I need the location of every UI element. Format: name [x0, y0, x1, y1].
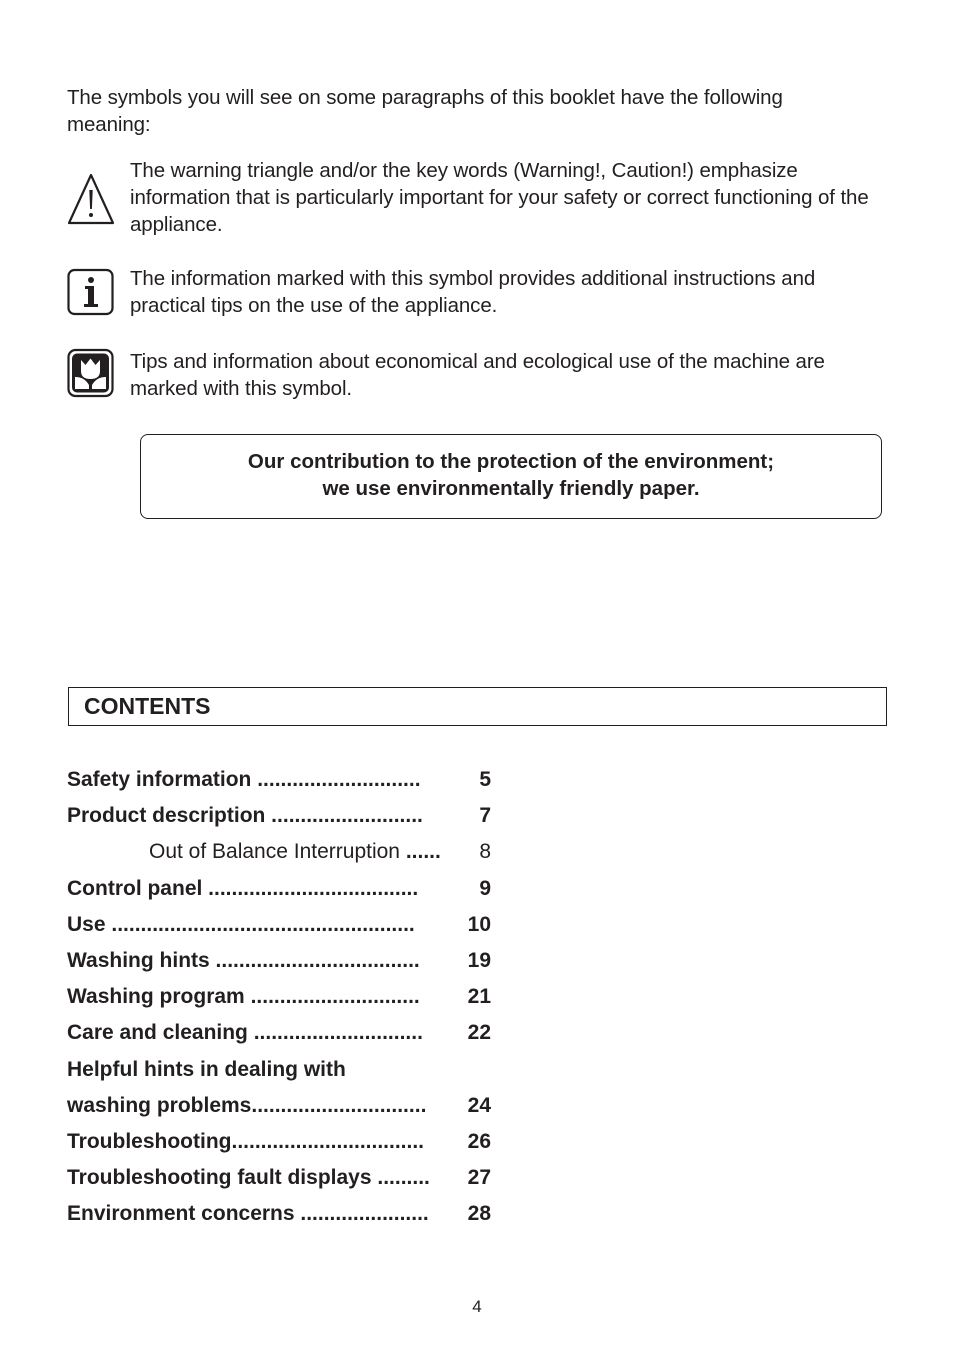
- toc-item-label: washing problems..............................: [67, 1093, 427, 1117]
- page-number: 4: [472, 1297, 482, 1316]
- toc-item-page: 5: [479, 768, 491, 791]
- toc-item-washing-program[interactable]: [67, 979, 497, 1015]
- toc-item-page: 26: [467, 1129, 491, 1153]
- toc-subitem-text: Out of Balance Interruption: [149, 840, 400, 864]
- toc-item-label: Troubleshooting fault displays .........: [67, 1166, 430, 1190]
- toc-item-page: 19: [467, 948, 491, 972]
- toc-item-label: Care and cleaning .............................: [67, 1021, 423, 1045]
- toc-item-label: Washing hints ...................................: [67, 948, 420, 972]
- toc-item-washing-hints[interactable]: [67, 943, 497, 979]
- environment-notice-line-1: Our contribution to the protection of the environment;: [247, 450, 775, 473]
- toc-item-page: 7: [479, 804, 491, 828]
- toc-item-page: 24: [467, 1093, 491, 1117]
- eco-flower-icon: [67, 348, 115, 400]
- toc-item-control-panel[interactable]: [67, 871, 497, 907]
- toc-item-page: 22: [467, 1021, 491, 1045]
- toc-item-label: Product description ..........................: [67, 804, 423, 828]
- toc-item-page: 28: [467, 1202, 491, 1226]
- toc-item-out-of-balance-interruption[interactable]: [67, 834, 497, 870]
- intro-paragraph: The symbols you will see on some paragraphs of this booklet have the following meaning:: [67, 86, 783, 136]
- toc-item-label: Safety information ............................: [67, 768, 421, 791]
- toc-item-page: 9: [479, 876, 491, 900]
- toc-item-safety-information[interactable]: [67, 762, 497, 798]
- toc-item-use[interactable]: [67, 907, 497, 943]
- toc-item-page: 8: [479, 840, 491, 864]
- toc-item-troubleshooting-fault-displays[interactable]: [67, 1160, 497, 1196]
- environment-notice-box: [140, 434, 882, 519]
- toc-item-troubleshooting[interactable]: [67, 1124, 497, 1160]
- symbol-text-warning: The warning triangle and/or the key words (Warning!, Caution!) emphasize information that is particularly important for your safety or correct functioning of the appliance.: [130, 159, 869, 236]
- symbol-text-eco: Tips and information about economical and ecological use of the machine are marked with this symbol.: [130, 350, 825, 400]
- toc-item-washing-problems[interactable]: [67, 1088, 497, 1124]
- table-of-contents: [67, 762, 497, 1232]
- contents-heading: CONTENTS: [68, 687, 887, 726]
- toc-item-product-description[interactable]: [67, 798, 497, 834]
- toc-item-label: Use ....................................................: [67, 912, 415, 936]
- toc-item-care-and-cleaning[interactable]: [67, 1015, 497, 1051]
- toc-subitem-leader-dots: ......: [405, 840, 441, 864]
- toc-item-page: 27: [467, 1166, 491, 1190]
- toc-item-label: Control panel ....................................: [67, 876, 419, 900]
- toc-item-label: Environment concerns ......................: [67, 1202, 429, 1226]
- toc-item-label: Helpful hints in dealing with: [67, 1057, 346, 1081]
- toc-item-page: 21: [467, 985, 491, 1009]
- environment-notice-line-2: we use environmentally friendly paper.: [322, 477, 700, 500]
- toc-item-label: Troubleshooting.................................: [67, 1129, 425, 1153]
- toc-item-label: Washing program .............................: [67, 985, 420, 1009]
- toc-item-helpful-hints[interactable]: [67, 1052, 497, 1088]
- toc-item-environment-concerns[interactable]: [67, 1196, 497, 1232]
- info-icon: [67, 265, 115, 317]
- toc-item-label: [149, 834, 441, 870]
- warning-triangle-icon: [67, 157, 115, 227]
- toc-item-page: 10: [467, 912, 491, 936]
- symbol-text-info: The information marked with this symbol provides additional instructions and practical tips on the use of the appliance.: [130, 267, 816, 317]
